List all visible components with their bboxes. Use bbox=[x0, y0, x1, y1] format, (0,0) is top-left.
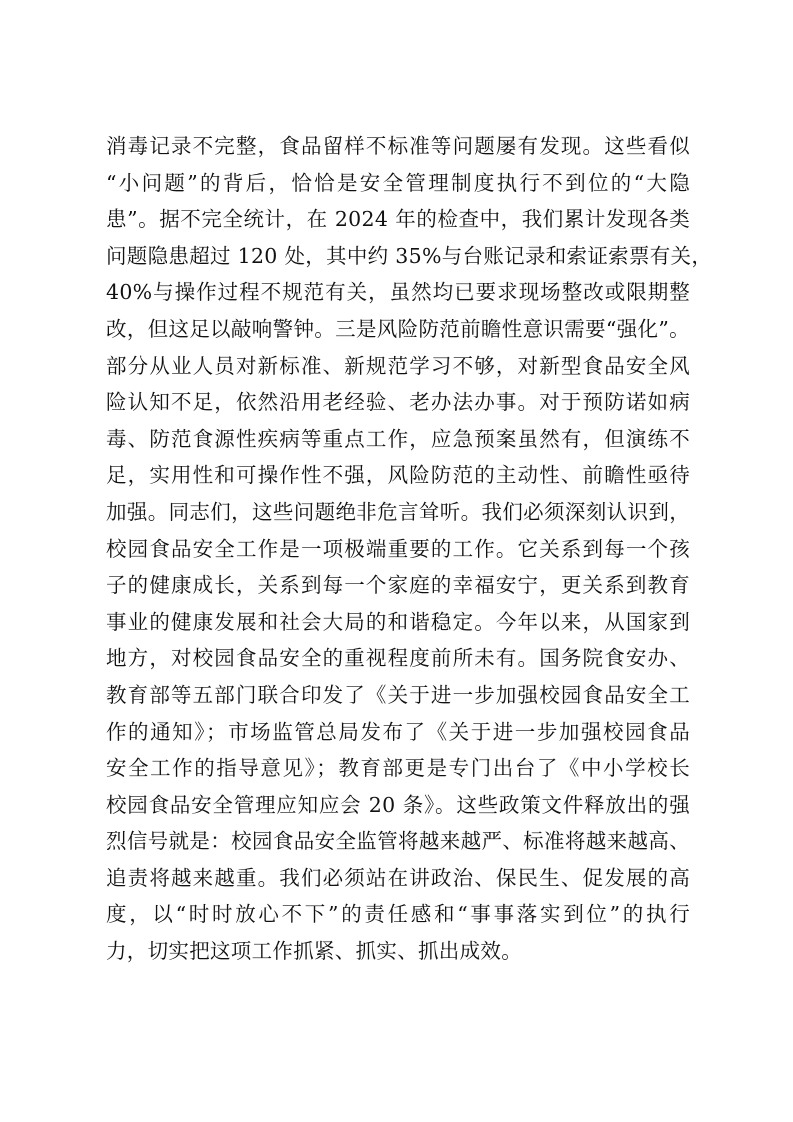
text-line: 烈信号就是：校园食品安全监管将越来越严、标准将越来越高、 bbox=[106, 829, 690, 854]
text-line: 40%与操作过程不规范有关，虽然均已要求现场整改或限期整 bbox=[106, 280, 690, 305]
text-line: 消毒记录不完整，食品留样不标准等问题屡有发现。这些看似 bbox=[106, 134, 690, 158]
text-line: 力，切实把这项工作抓紧、抓实、抓出成效。 bbox=[106, 939, 522, 964]
text-line: 地方，对校园食品安全的重视程度前所未有。国务院食安办、 bbox=[106, 646, 690, 671]
text-line: 改，但这足以敲响警钟。三是风险防范前瞻性意识需要“强化”。 bbox=[106, 316, 690, 341]
text-line: 子的健康成长，关系到每一个家庭的幸福安宁，更关系到教育 bbox=[106, 573, 690, 598]
text-line: 险认知不足，依然沿用老经验、老办法办事。对于预防诺如病 bbox=[106, 390, 690, 415]
text-line: 安全工作的指导意见》；教育部更是专门出台了《中小学校长 bbox=[106, 756, 690, 781]
text-line: 校园食品安全管理应知应会 20 条》。这些政策文件释放出的强 bbox=[106, 792, 690, 817]
text-line: “小问题”的背后，恰恰是安全管理制度执行不到位的“大隐 bbox=[106, 170, 690, 195]
text-line: 部分从业人员对新标准、新规范学习不够，对新型食品安全风 bbox=[106, 353, 690, 378]
text-line: 作的通知》；市场监管总局发布了《关于进一步加强校园食品 bbox=[106, 719, 690, 744]
text-line: 问题隐患超过 120 处，其中约 35%与台账记录和索证索票有关， bbox=[106, 243, 713, 268]
text-line: 足，实用性和可操作性不强，风险防范的主动性、前瞻性亟待 bbox=[106, 463, 690, 488]
body-paragraph bbox=[106, 128, 713, 970]
text-line: 追责将越来越重。我们必须站在讲政治、保民生、促发展的高 bbox=[106, 865, 690, 890]
text-line: 毒、防范食源性疾病等重点工作，应急预案虽然有，但演练不 bbox=[106, 426, 690, 451]
text-line: 教育部等五部门联合印发了《关于进一步加强校园食品安全工 bbox=[106, 682, 690, 707]
text-line: 校园食品安全工作是一项极端重要的工作。它关系到每一个孩 bbox=[106, 536, 690, 561]
text-line: 加强。同志们，这些问题绝非危言耸听。我们必须深刻认识到， bbox=[106, 499, 690, 524]
text-line: 度，以“时时放心不下”的责任感和“事事落实到位”的执行 bbox=[106, 902, 690, 927]
text-line: 患”。据不完全统计，在 2024 年的检查中，我们累计发现各类 bbox=[106, 207, 690, 232]
text-line: 事业的健康发展和社会大局的和谐稳定。今年以来，从国家到 bbox=[106, 609, 690, 634]
